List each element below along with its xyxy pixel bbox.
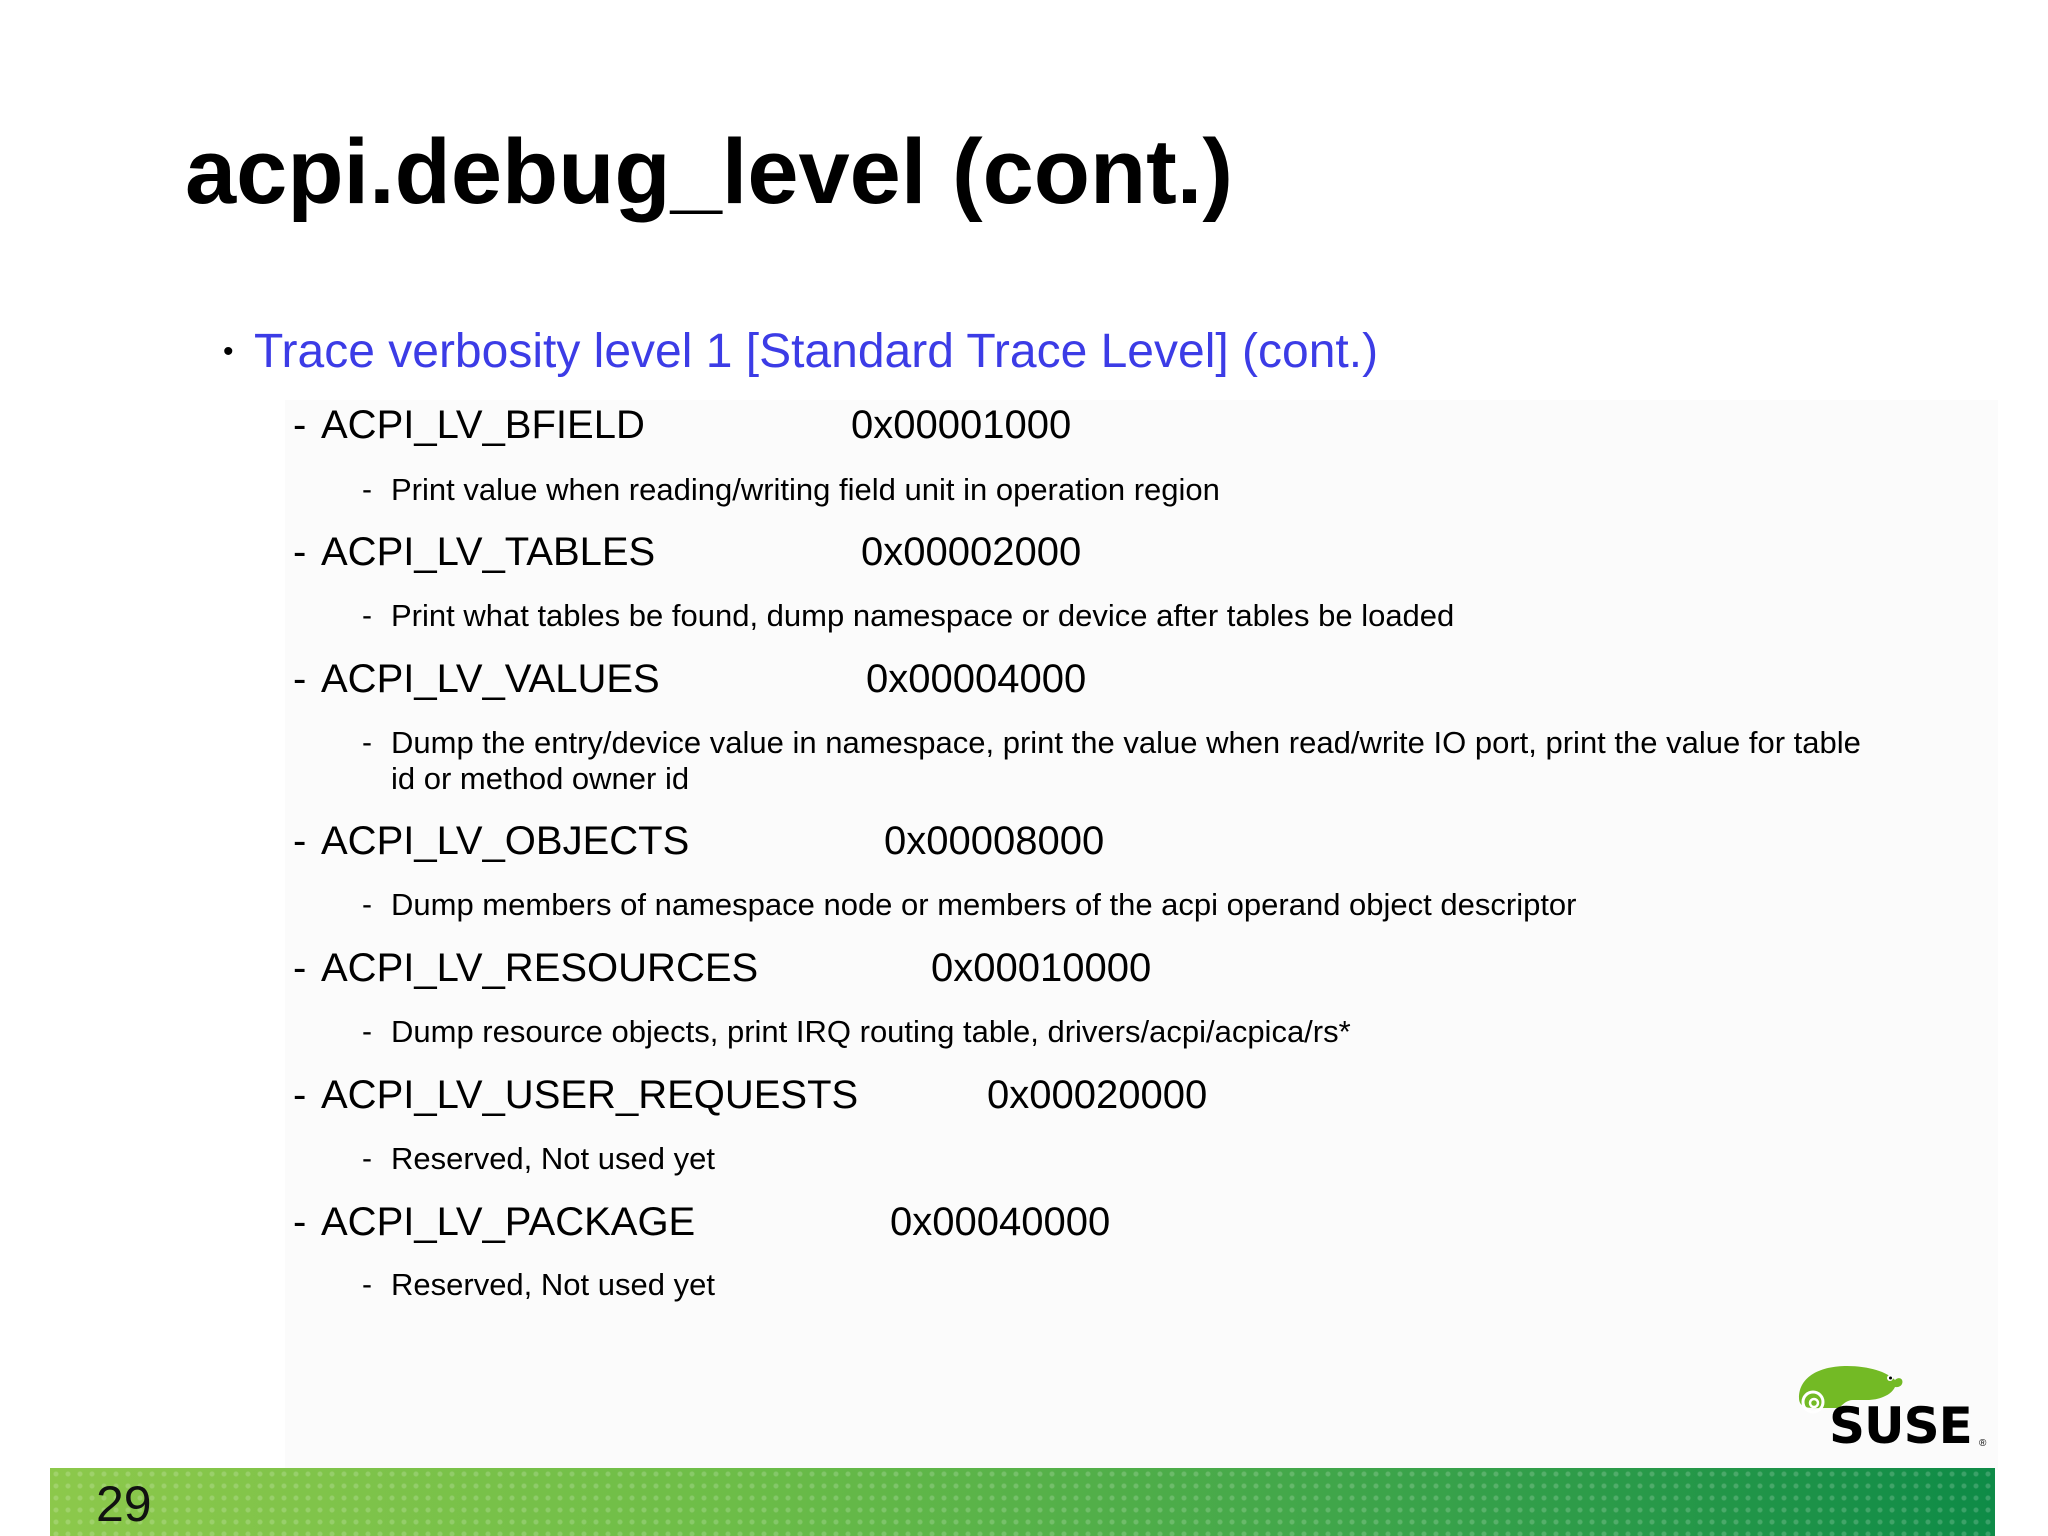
entry-value: 0x00001000: [851, 403, 1072, 447]
dash-marker: -: [362, 473, 372, 506]
entry-value: 0x00020000: [987, 1073, 1208, 1117]
dash-marker: -: [362, 1142, 372, 1175]
dash-marker: -: [293, 819, 307, 863]
entry-name: ACPI_LV_USER_REQUESTS: [321, 1073, 859, 1117]
dash-marker: -: [293, 530, 307, 574]
debug-level-entry: [0, 813, 2048, 869]
debug-level-entry: [0, 1194, 2048, 1250]
dash-marker: -: [293, 403, 307, 447]
dash-marker: -: [293, 657, 307, 701]
entry-description-text: Print what tables be found, dump namespace or device after tables be loaded: [391, 598, 1455, 633]
entry-name: ACPI_LV_TABLES: [321, 530, 656, 574]
debug-level-entry: [0, 651, 2048, 707]
footer-bar: [50, 1468, 1995, 1536]
suse-wordmark: SUSE: [1829, 1397, 1972, 1455]
entry-name: ACPI_LV_RESOURCES: [321, 946, 759, 990]
dash-marker: -: [362, 888, 372, 921]
dash-marker: -: [362, 1268, 372, 1301]
debug-level-entry: [0, 940, 2048, 996]
entry-value: 0x00010000: [931, 946, 1152, 990]
dash-marker: -: [362, 1015, 372, 1048]
debug-level-entry: [0, 524, 2048, 580]
debug-level-entry: [0, 397, 2048, 453]
entry-description-text: Dump resource objects, print IRQ routing table, drivers/acpi/acpica/rs*: [391, 1014, 1351, 1049]
bullet-icon: •: [223, 335, 234, 368]
entry-description-text: Reserved, Not used yet: [391, 1141, 715, 1176]
entry-description-text: Dump the entry/device value in namespace, print the value when read/write IO port, print the value for table id or method owner id: [391, 725, 1861, 796]
registered-mark: ®: [1979, 1438, 1987, 1449]
dash-marker: -: [293, 1200, 307, 1244]
entry-name: ACPI_LV_PACKAGE: [321, 1200, 696, 1244]
slide-title: acpi.debug_level (cont.): [185, 121, 1233, 223]
entry-name: ACPI_LV_VALUES: [321, 657, 660, 701]
suse-logo: [1795, 1362, 1987, 1455]
debug-level-entry: [0, 1067, 2048, 1123]
dash-marker: -: [362, 599, 372, 632]
dash-marker: -: [362, 726, 372, 759]
entry-value: 0x00040000: [890, 1200, 1111, 1244]
entry-description-text: Reserved, Not used yet: [391, 1267, 715, 1302]
entry-description-text: Dump members of namespace node or members of the acpi operand object descriptor: [391, 887, 1577, 922]
entry-name: ACPI_LV_BFIELD: [321, 403, 645, 447]
bullet-heading-text: Trace verbosity level 1 [Standard Trace Level] (cont.): [254, 325, 1379, 378]
entry-value: 0x00002000: [861, 530, 1082, 574]
entry-value: 0x00004000: [866, 657, 1087, 701]
entry-value: 0x00008000: [884, 819, 1105, 863]
page-number: 29: [96, 1476, 152, 1532]
dash-marker: -: [293, 1073, 307, 1117]
entry-name: ACPI_LV_OBJECTS: [321, 819, 690, 863]
entry-description-text: Print value when reading/writing field unit in operation region: [391, 472, 1220, 507]
dash-marker: -: [293, 946, 307, 990]
